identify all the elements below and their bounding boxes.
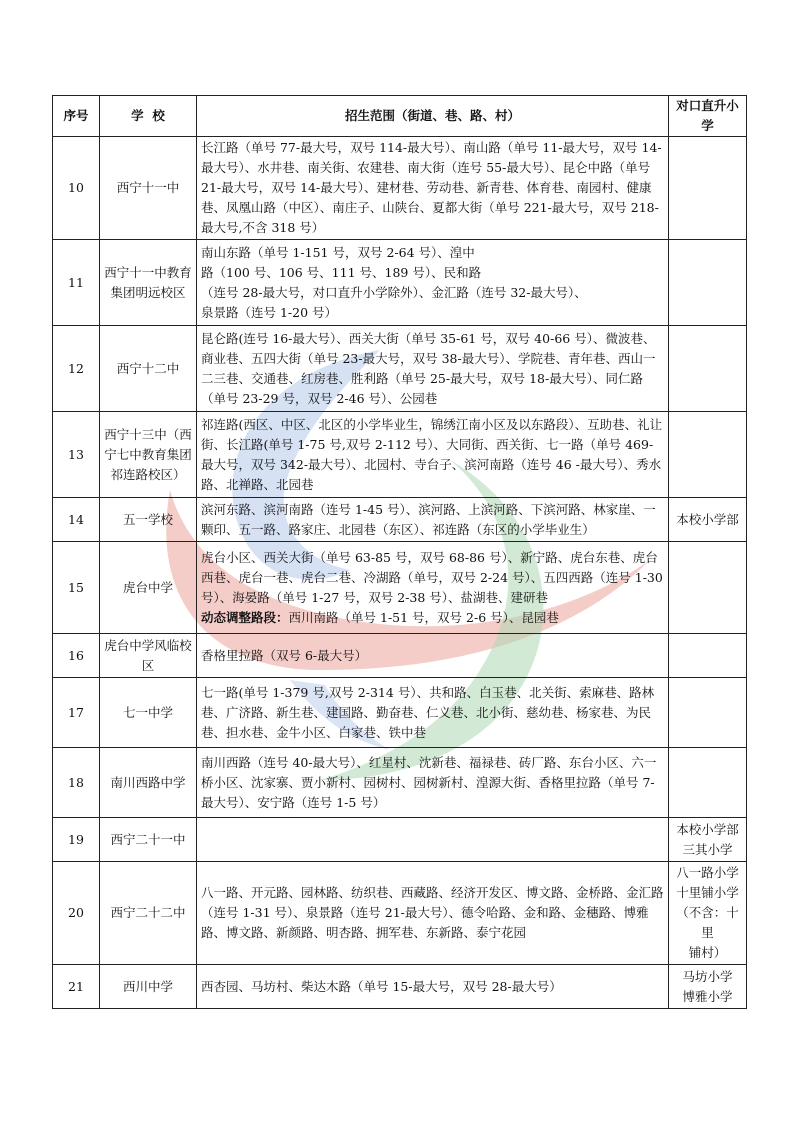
enrollment-range (197, 498, 669, 542)
school-name: 西宁二十二中 (100, 862, 197, 965)
school-name: 西宁十三中（西宁七中教育集团祁连路校区） (100, 412, 197, 498)
header-no: 序号 (53, 96, 100, 137)
school-name: 虎台中学 (100, 542, 197, 634)
table-row (53, 678, 747, 748)
row-number: 17 (53, 678, 100, 748)
feeder-school (669, 240, 747, 326)
range-text: 七一路(单号 1-379 号,双号 2-314 号）、共和路、白玉巷、北关街、索麻巷、路林巷、广济路、新生巷、建国路、勤奋巷、仁义巷、北小街、慈幼巷、杨家巷、为民巷、担水巷、金牛小区、白家巷、铁中巷 (201, 684, 655, 740)
range-text: 虎台小区、西关大街（单号 63-85 号，双号 68-86 号）、新宁路、虎台东巷、虎台西巷、虎台一巷、虎台二巷、冷湖路（单号，双号 2-24 号）、五四西路（连号 1-30 号）、海晏路（单号 1-27 号，双号 2-38 号）、盐湖巷、建研巷 (201, 549, 663, 605)
header-school: 学 校 (100, 96, 197, 137)
header-range: 招生范围（街道、巷、路、村） (197, 96, 669, 137)
feeder-school-name: （不含：十里 (676, 905, 739, 940)
feeder-school (669, 678, 747, 748)
row-number: 10 (53, 137, 100, 240)
school-name: 虎台中学风临校区 (100, 634, 197, 678)
table-row (53, 498, 747, 542)
table-row (53, 965, 747, 1009)
feeder-school (669, 965, 747, 1009)
feeder-school (669, 634, 747, 678)
range-text: 南山东路（单号 1-151 号，双号 2-64 号）、湟中 (201, 244, 475, 260)
school-name: 西宁十二中 (100, 326, 197, 412)
feeder-school-name: 八一路小学 (676, 865, 739, 880)
feeder-school-name: 三其小学 (682, 841, 733, 857)
header-feeder: 对口直升小学 (669, 96, 747, 137)
enrollment-range (197, 412, 669, 498)
dynamic-adjust-text: 西川南路（单号 1-51 号，双号 2-6 号）、昆园巷 (288, 609, 559, 625)
table-row (53, 862, 747, 965)
enrollment-range (197, 678, 669, 748)
row-number: 11 (53, 240, 100, 326)
enrollment-range (197, 137, 669, 240)
range-text: （连号 28-最大号，对口直升小学除外）、金汇路（连号 32-最大号）、 (201, 284, 587, 300)
table-row (53, 326, 747, 412)
feeder-school (669, 326, 747, 412)
row-number: 12 (53, 326, 100, 412)
feeder-school-name: 本校小学部 (676, 821, 739, 837)
row-number: 18 (53, 748, 100, 818)
table-row (53, 412, 747, 498)
feeder-school (669, 137, 747, 240)
table-row (53, 818, 747, 862)
feeder-school (669, 862, 747, 965)
feeder-school (669, 498, 747, 542)
row-number: 13 (53, 412, 100, 498)
enrollment-range (197, 862, 669, 965)
table-row (53, 542, 747, 634)
range-text: 泉景路（连号 1-20 号） (201, 304, 338, 320)
range-text: 昆仑路(连号 16-最大号）、西关大街（单号 35-61 号，双号 40-66 号）、微波巷、商业巷、五四大街（单号 23-最大号，双号 38-最大号）、学院巷、青年巷、西山一二三巷、交通巷、红房巷、胜利路（单号 25-最大号，双号 18-最大号）、同仁路（单号 23-29 号，双号 2-46 号）、公园巷 (201, 330, 656, 406)
enrollment-range (197, 634, 669, 678)
range-text: 西杏园、马坊村、柴达木路（单号 15-最大号，双号 28-最大号） (201, 978, 562, 994)
table-row (53, 634, 747, 678)
enrollment-range (197, 326, 669, 412)
range-text: 南川西路（连号 40-最大号）、红星村、沈新巷、福禄巷、砖厂路、东台小区、六一桥小区、沈家寨、贾小新村、园树村、园树新村、湟源大街、香格里拉路（单号 7-最大号）、安宁路（连号 1-5 号） (201, 754, 657, 810)
row-number: 15 (53, 542, 100, 634)
school-name: 七一中学 (100, 678, 197, 748)
school-name: 西川中学 (100, 965, 197, 1009)
school-name: 西宁二十一中 (100, 818, 197, 862)
feeder-school-name: 铺村） (688, 945, 727, 960)
school-name: 西宁十一中教育集团明远校区 (100, 240, 197, 326)
enrollment-range (197, 965, 669, 1009)
row-number: 14 (53, 498, 100, 542)
feeder-school (669, 412, 747, 498)
feeder-school-name: 本校小学部 (676, 511, 739, 527)
range-text: 祁连路(西区、中区、北区的小学毕业生，锦绣江南小区及以东路段）、互助巷、礼让街、长江路(单号 1-75 号,双号 2-112 号）、大同街、西关街、七一路（单号 469-最大号，双号 342-最大号）、北园村、寺台子、滨河南路（连号 46 -最大号）、秀水路、北禅路、北园巷 (201, 416, 663, 492)
feeder-school (669, 542, 747, 634)
feeder-school (669, 748, 747, 818)
enrollment-range (197, 240, 669, 326)
range-text: 滨河东路、滨河南路（连号 1-45 号）、滨河路、上滨河路、下滨河路、林家崖、一颗印、五一路、路家庄、北园巷（东区）、祁连路（东区的小学毕业生） (201, 501, 656, 537)
range-text: 长江路（单号 77-最大号，双号 114-最大号）、南山路（单号 11-最大号，双号 14-最大号）、水井巷、南关街、农建巷、南大街（连号 55-最大号）、昆仑中路（单号 21-最大号，双号 14-最大号）、建材巷、劳动巷、新青巷、体育巷、南园村、健康巷、凤凰山路（中区）、南庄子、山陕台、夏都大街（单号 221-最大号，双号 218-最大号,不含 318 号） (201, 140, 662, 235)
table-row (53, 240, 747, 326)
range-text: 八一路、开元路、园林路、纺织巷、西藏路、经济开发区、博文路、金桥路、金汇路（连号 1-31 号）、泉景路（连号 21-最大号）、德令哈路、金和路、金穗路、博雅路、博文路、新颜路、明杏路、拥军巷、东新路、泰宁花园 (201, 885, 664, 940)
row-number: 20 (53, 862, 100, 965)
table-row (53, 137, 747, 240)
table-header-row (53, 96, 747, 137)
feeder-school-name: 十里铺小学 (676, 885, 739, 900)
row-number: 19 (53, 818, 100, 862)
dynamic-adjust-label: 动态调整路段： (201, 609, 289, 625)
school-name: 西宁十一中 (100, 137, 197, 240)
school-name: 五一学校 (100, 498, 197, 542)
enrollment-range (197, 818, 669, 862)
enrollment-table (52, 95, 747, 1009)
enrollment-range (197, 748, 669, 818)
feeder-school-name: 博雅小学 (682, 988, 733, 1004)
feeder-school-name: 马坊小学 (682, 968, 733, 984)
range-text: 路（100 号、106 号、111 号、189 号）、民和路 (201, 264, 482, 280)
feeder-school (669, 818, 747, 862)
range-text: 香格里拉路（双号 6-最大号） (201, 647, 368, 663)
school-name: 南川西路中学 (100, 748, 197, 818)
enrollment-range (197, 542, 669, 634)
row-number: 16 (53, 634, 100, 678)
table-row (53, 748, 747, 818)
row-number: 21 (53, 965, 100, 1009)
